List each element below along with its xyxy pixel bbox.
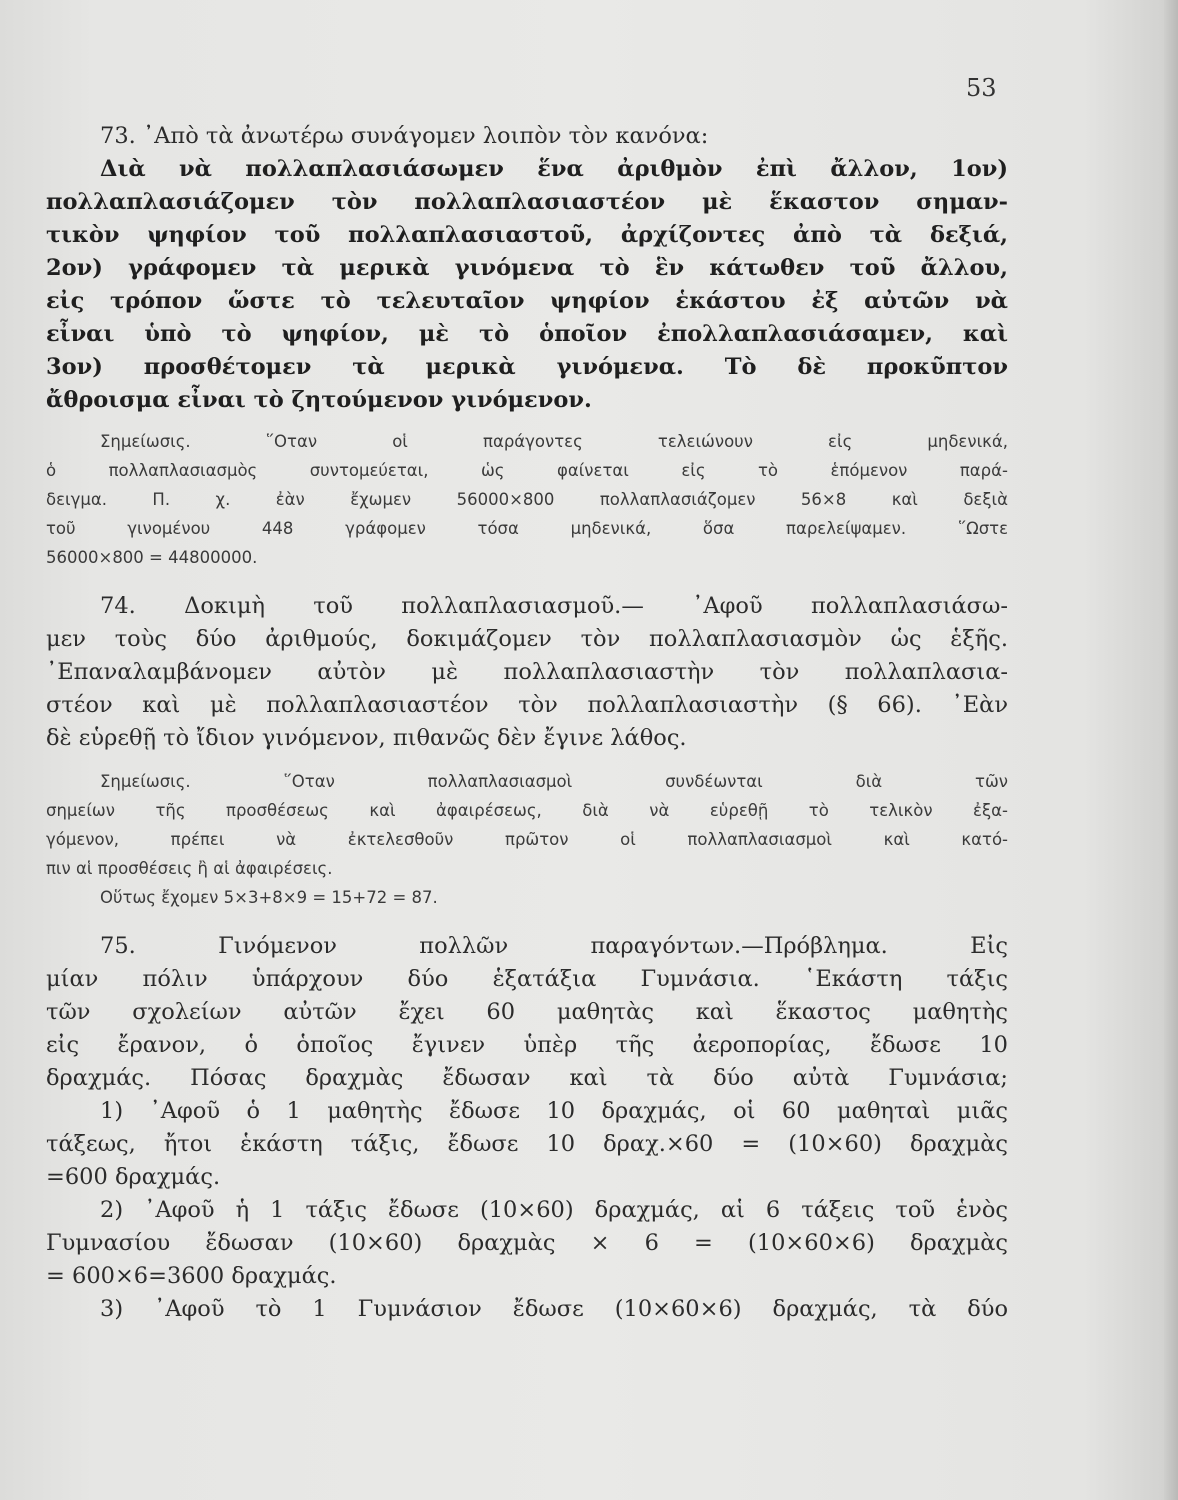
text-line: 74. Δοκιμὴ τοῦ πολλαπλασιασμοῦ.— ᾿Αφοῦ πολλαπλασιάσω-: [100, 593, 1008, 619]
text-line: ἄθροισμα εἶναι τὸ ζητούμενον γινόμενον.: [46, 387, 592, 413]
text-line: δὲ εὑρεθῇ τὸ ἴδιον γινόμενον, πιθανῶς δὲν ἔγινε λάθος.: [46, 725, 687, 751]
section-gap: [46, 417, 1008, 427]
text-line: ὁ πολλαπλασιασμὸς συντομεύεται, ὡς φαίνεται εἰς τὸ ἑπόμενον παρά-: [46, 461, 1008, 480]
section-1: [46, 153, 1008, 417]
text-line: =600 δραχμάς.: [46, 1164, 221, 1190]
text-line: εἶναι ὑπὸ τὸ ψηφίον, μὲ τὸ ὁποῖον ἐπολλαπλασιάσαμεν, καὶ: [46, 321, 1008, 347]
text-line: εἰς ἔρανον, ὁ ὁποῖος ἔγινεν ὑπὲρ τῆς ἀεροπορίας, ἔδωσε 10: [46, 1032, 1008, 1058]
section-gap: [46, 755, 1008, 767]
section-4: [46, 767, 1008, 912]
page-number: 53: [966, 74, 997, 102]
text-line: δειγμα. Π. χ. ἐὰν ἔχωμεν 56000×800 πολλαπλασιάζομεν 56×8 καὶ δεξιὰ: [46, 490, 1008, 509]
text-line: Διὰ νὰ πολλαπλασιάσωμεν ἕνα ἀριθμὸν ἐπὶ ἄλλον, 1ον): [100, 156, 1008, 182]
text-line: 2) ᾿Αφοῦ ἡ 1 τάξις ἔδωσε (10×60) δραχμάς, αἱ 6 τάξεις τοῦ ἑνὸς: [100, 1197, 1008, 1223]
section-2: [46, 427, 1008, 572]
text-line: 3) ᾿Αφοῦ τὸ 1 Γυμνάσιον ἔδωσε (10×60×6) δραχμάς, τὰ δύο: [100, 1296, 1008, 1322]
text-line: 3ον) προσθέτομεν τὰ μερικὰ γινόμενα. Τὸ δὲ προκῦπτον: [46, 354, 1008, 380]
section-3: [46, 590, 1008, 755]
text-line: μεν τοὺς δύο ἀριθμούς, δοκιμάζομεν τὸν πολλαπλασιασμὸν ὡς ἑξῆς.: [46, 626, 1008, 652]
text-line: τικὸν ψηφίον τοῦ πολλαπλασιαστοῦ, ἀρχίζοντες ἀπὸ τὰ δεξιά,: [46, 222, 1008, 248]
text-line: δραχμάς. Πόσας δραχμὰς ἔδωσαν καὶ τὰ δύο αὐτὰ Γυμνάσια;: [46, 1065, 1008, 1091]
text-line: 2ον) γράφομεν τὰ μερικὰ γινόμενα τὸ ἓν κάτωθεν τοῦ ἄλλου,: [46, 255, 1008, 281]
text-line: Οὕτως ἔχομεν 5×3+8×9 = 15+72 = 87.: [100, 888, 438, 907]
text-line: πιν αἱ προσθέσεις ἢ αἱ ἀφαιρέσεις.: [46, 859, 333, 878]
section-0: [46, 120, 1008, 153]
text-line: = 600×6=3600 δραχμάς.: [46, 1263, 337, 1289]
text-line: μίαν πόλιν ὑπάρχουν δύο ἑξατάξια Γυμνάσια. ῾Εκάστη τάξις: [46, 966, 1008, 992]
text-line: ᾿Επαναλαμβάνομεν αὐτὸν μὲ πολλαπλασιαστὴν τὸν πολλαπλασια-: [46, 659, 1008, 685]
text-line: τάξεως, ἤτοι ἑκάστη τάξις, ἔδωσε 10 δραχ.×60 = (10×60) δραχμὰς: [46, 1131, 1008, 1157]
text-line: Σημείωσις. ῞Οταν πολλαπλασιασμοὶ συνδέωνται διὰ τῶν: [100, 772, 1008, 791]
text-line: 73. ᾿Απὸ τὰ ἀνωτέρω συνάγομεν λοιπὸν τὸν κανόνα:: [100, 123, 709, 149]
text-line: γόμενον, πρέπει νὰ ἐκτελεσθοῦν πρῶτον οἱ πολλαπλασιασμοὶ καὶ κατό-: [46, 830, 1008, 849]
text-line: στέον καὶ μὲ πολλαπλασιαστέον τὸν πολλαπλασιαστὴν (§ 66). ᾿Εὰν: [46, 692, 1008, 718]
text-line: Γυμνασίου ἔδωσαν (10×60) δραχμὰς × 6 = (10×60×6) δραχμὰς: [46, 1230, 1008, 1256]
section-gap: [46, 912, 1008, 930]
text-line: τῶν σχολείων αὐτῶν ἔχει 60 μαθητὰς καὶ ἕκαστος μαθητὴς: [46, 999, 1008, 1025]
text-line: 1) ᾿Αφοῦ ὁ 1 μαθητὴς ἔδωσε 10 δραχμάς, οἱ 60 μαθηταὶ μιᾶς: [100, 1098, 1008, 1124]
text-line: εἰς τρόπον ὥστε τὸ τελευταῖον ψηφίον ἑκάστου ἐξ αὐτῶν νὰ: [46, 288, 1008, 314]
text-line: 75. Γινόμενον πολλῶν παραγόντων.—Πρόβλημα. Εἰς: [100, 933, 1008, 959]
section-5: [46, 930, 1008, 1326]
text-line: Σημείωσις. ῞Οταν οἱ παράγοντες τελειώνουν εἰς μηδενικά,: [100, 432, 1008, 451]
page-body: [46, 120, 1008, 1326]
text-line: 56000×800 = 44800000.: [46, 548, 258, 567]
text-line: σημείων τῆς προσθέσεως καὶ ἀφαιρέσεως, διὰ νὰ εὑρεθῇ τὸ τελικὸν ἐξα-: [46, 801, 1008, 820]
section-gap: [46, 572, 1008, 590]
text-line: τοῦ γινομένου 448 γράφομεν τόσα μηδενικά, ὅσα παρελείψαμεν. ῞Ωστε: [46, 519, 1008, 538]
text-line: πολλαπλασιάζομεν τὸν πολλαπλασιαστέον μὲ ἕκαστον σημαν-: [46, 189, 1008, 215]
page-edge-shadow: [1164, 0, 1178, 1500]
